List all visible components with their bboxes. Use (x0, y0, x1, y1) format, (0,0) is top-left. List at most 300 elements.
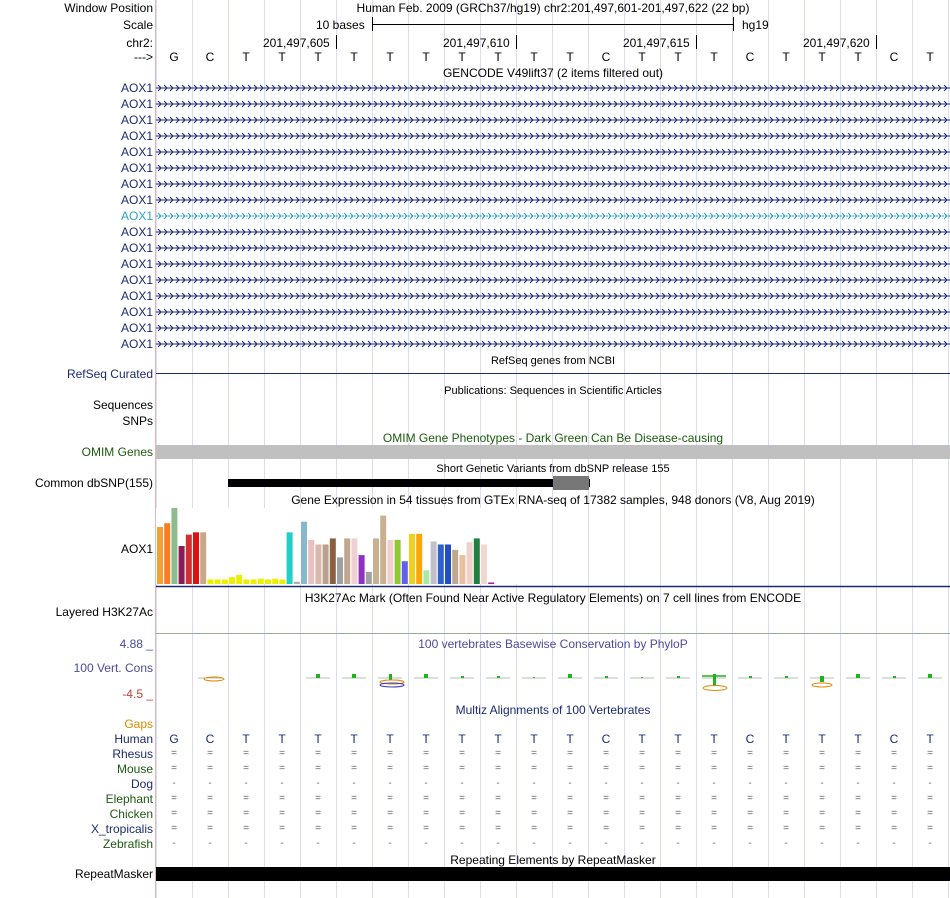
alignment-match: - (244, 838, 248, 849)
alignment-match: = (567, 763, 573, 774)
alignment-match: = (639, 793, 645, 804)
sequence-base: T (530, 50, 538, 64)
species-label[interactable]: Elephant (105, 792, 153, 806)
alignment-match: = (819, 808, 825, 819)
human-base: T (818, 732, 826, 746)
gtex-tissue-bar (359, 555, 365, 584)
conservation-mark (738, 676, 762, 678)
scale-bar-right-tick (733, 17, 734, 31)
sequence-base: T (494, 50, 502, 64)
human-base: T (242, 732, 250, 746)
alignment-match: = (495, 808, 501, 819)
alignment-match: - (280, 778, 284, 789)
alignment-match: = (567, 823, 573, 834)
gtex-tissue-bar (294, 582, 300, 584)
gtex-tissue-bar (207, 579, 213, 584)
omim-label[interactable]: OMIM Genes (81, 445, 153, 459)
species-label[interactable]: X_tropicalis (90, 822, 153, 836)
gtex-tissue-bar (481, 544, 487, 584)
alignment-match: = (891, 823, 897, 834)
sequence-base: C (205, 50, 215, 64)
alignment-match: = (423, 823, 429, 834)
alignment-match: = (711, 808, 717, 819)
scale-assembly: hg19 (742, 18, 769, 32)
gencode-transcript[interactable] (156, 179, 950, 189)
gtex-tissue-bar (445, 544, 451, 584)
conservation-mark (450, 676, 474, 678)
conservation-track-title[interactable]: 100 vertebrates Basewise Conservation by PhyloP (418, 637, 688, 651)
gtex-tissue-bar (251, 579, 257, 584)
alignment-match: = (351, 793, 357, 804)
alignment-match: = (279, 793, 285, 804)
gencode-transcript-label[interactable]: AOX1 (120, 81, 153, 95)
alignment-match: - (316, 838, 320, 849)
gencode-transcript-label[interactable]: AOX1 (120, 289, 153, 303)
gencode-transcript-label[interactable]: AOX1 (120, 177, 153, 191)
alignment-match: = (243, 793, 249, 804)
alignment-match: = (171, 793, 177, 804)
alignment-match: - (208, 778, 212, 789)
ruler-position: 201,497,620 (803, 36, 870, 50)
refseq-label[interactable]: RefSeq Curated (66, 367, 153, 381)
gencode-transcript[interactable] (156, 227, 950, 237)
alignment-match: = (531, 763, 537, 774)
gtex-tissue-bar (315, 544, 321, 584)
alignment-match: = (711, 763, 717, 774)
human-base: C (889, 732, 899, 746)
alignment-match: = (315, 748, 321, 759)
sequence-base: T (242, 50, 250, 64)
alignment-match: = (423, 808, 429, 819)
alignment-match: = (783, 808, 789, 819)
h3k27ac-track-title[interactable]: H3K27Ac Mark (Often Found Near Active Regulatory Elements) on 7 cell lines from ENCODE (304, 591, 802, 605)
sequence-base: T (782, 50, 790, 64)
alignment-match: = (459, 763, 465, 774)
gtex-track-title[interactable]: Gene Expression in 54 tissues from GTEx RNA-seq of 17382 samples, 948 donors (V8, Aug 2019) (291, 493, 815, 507)
alignment-match: = (639, 748, 645, 759)
gencode-transcript-label[interactable]: AOX1 (120, 113, 153, 127)
human-base: G (169, 732, 179, 746)
alignment-match: = (783, 748, 789, 759)
alignment-match: - (784, 778, 788, 789)
alignment-match: = (171, 823, 177, 834)
conservation-mark (702, 674, 727, 691)
sequence-base: T (458, 50, 466, 64)
dbsnp-track-title[interactable]: Short Genetic Variants from dbSNP release 155 (436, 463, 670, 475)
gtex-tissue-bar (243, 579, 249, 584)
human-base: T (494, 732, 502, 746)
gtex-tissue-bar (200, 532, 206, 584)
alignment-match: = (351, 748, 357, 759)
gencode-transcript[interactable] (156, 211, 950, 221)
gtex-tissue-bar (409, 534, 415, 584)
gtex-tissue-bar (431, 541, 437, 584)
ruler-tick (336, 35, 337, 49)
gencode-transcript-label[interactable]: AOX1 (120, 129, 153, 143)
alignment-match: - (496, 778, 500, 789)
alignment-match: = (927, 763, 933, 774)
conservation-mark (378, 674, 404, 687)
alignment-match: = (531, 793, 537, 804)
publications-track-title[interactable]: Publications: Sequences in Scientific Articles (444, 385, 662, 397)
multiz-track-title[interactable]: Multiz Alignments of 100 Vertebrates (455, 703, 651, 717)
gencode-transcript-label[interactable]: AOX1 (120, 337, 153, 351)
alignment-match: = (855, 823, 861, 834)
human-base: T (674, 732, 682, 746)
gencode-transcript[interactable] (156, 115, 950, 125)
conservation-mark (918, 674, 942, 678)
conservation-mark (342, 674, 366, 678)
alignment-match: - (676, 778, 680, 789)
alignment-match: = (423, 793, 429, 804)
alignment-match: = (819, 763, 825, 774)
alignment-match: = (279, 748, 285, 759)
multiz-gaps-label[interactable]: Gaps (124, 717, 153, 731)
alignment-match: - (460, 778, 464, 789)
gencode-transcript[interactable] (156, 243, 950, 253)
alignment-match: = (459, 748, 465, 759)
alignment-match: - (820, 838, 824, 849)
alignment-match: = (819, 748, 825, 759)
alignment-match: = (387, 808, 393, 819)
gencode-transcript[interactable] (156, 291, 950, 301)
alignment-match: = (783, 793, 789, 804)
human-base: T (278, 732, 286, 746)
alignment-match: - (280, 838, 284, 849)
alignment-match: = (819, 823, 825, 834)
gtex-tissue-bar (474, 538, 480, 584)
conservation-max-label: 4.88 _ (119, 637, 153, 651)
alignment-match: - (928, 778, 932, 789)
alignment-match: = (927, 823, 933, 834)
human-base: T (710, 732, 718, 746)
alignment-match: = (855, 793, 861, 804)
alignment-match: = (531, 808, 537, 819)
ruler-tick (876, 35, 877, 49)
alignment-match: = (243, 748, 249, 759)
sequence-base: T (278, 50, 286, 64)
alignment-match: = (531, 748, 537, 759)
species-label[interactable]: Mouse (116, 762, 153, 776)
human-base: T (458, 732, 466, 746)
alignment-match: - (424, 838, 428, 849)
alignment-match: - (532, 778, 536, 789)
gtex-tissue-bar (157, 527, 163, 584)
gencode-transcript-label[interactable]: AOX1 (120, 225, 153, 239)
multiz-human-label[interactable]: Human (114, 732, 153, 746)
gtex-tissue-bar (373, 538, 379, 584)
conservation-label[interactable]: 100 Vert. Cons (73, 661, 153, 675)
gtex-tissue-bar (193, 532, 199, 584)
gencode-transcript[interactable] (156, 307, 950, 317)
gtex-tissue-bar (215, 579, 221, 584)
species-label[interactable]: Rhesus (112, 747, 153, 761)
gtex-tissue-bar (344, 538, 350, 584)
conservation-mark (306, 674, 330, 678)
alignment-match: - (244, 778, 248, 789)
conservation-mark (522, 677, 546, 678)
species-label[interactable]: Chicken (109, 807, 153, 821)
repeatmasker-bar[interactable] (156, 867, 950, 881)
gencode-transcript[interactable] (156, 163, 950, 173)
alignment-match: - (856, 838, 860, 849)
alignment-match: - (352, 778, 356, 789)
gtex-tissue-bar (308, 540, 314, 584)
alignment-match: = (603, 748, 609, 759)
sequence-base: C (601, 50, 611, 64)
publications-label-sequences[interactable]: Sequences (92, 398, 153, 412)
gencode-track-title[interactable]: GENCODE V49lift37 (2 items filtered out) (442, 66, 664, 80)
h3k27ac-baseline (156, 633, 950, 634)
alignment-match: = (495, 793, 501, 804)
alignment-match: = (279, 823, 285, 834)
scale-bases: 10 bases (316, 18, 365, 32)
alignment-match: = (207, 748, 213, 759)
alignment-match: - (388, 778, 392, 789)
alignment-match: - (460, 838, 464, 849)
conservation-mark (594, 676, 618, 678)
alignment-match: - (172, 838, 176, 849)
gtex-tissue-bar (423, 570, 429, 584)
gtex-tissue-bar (287, 532, 293, 584)
human-base: C (205, 732, 215, 746)
alignment-match: = (315, 763, 321, 774)
alignment-match: = (171, 748, 177, 759)
alignment-match: - (892, 778, 896, 789)
alignment-match: = (207, 763, 213, 774)
alignment-match: - (712, 838, 716, 849)
gencode-transcript-label[interactable]: AOX1 (120, 241, 153, 255)
alignment-match: - (568, 838, 572, 849)
alignment-match: = (387, 748, 393, 759)
alignment-match: - (172, 778, 176, 789)
conservation-mark (558, 674, 582, 678)
alignment-match: = (531, 823, 537, 834)
gencode-transcript-label[interactable]: AOX1 (120, 161, 153, 175)
alignment-match: = (927, 793, 933, 804)
gtex-expression-chart[interactable] (156, 508, 950, 588)
alignment-match: = (747, 793, 753, 804)
alignment-match: = (747, 823, 753, 834)
alignment-match: = (603, 808, 609, 819)
gtex-tissue-bar (279, 579, 285, 584)
conservation-mark (486, 676, 510, 678)
gencode-transcript-label[interactable]: AOX1 (120, 257, 153, 271)
alignment-match: = (855, 808, 861, 819)
alignment-match: - (640, 778, 644, 789)
gencode-transcript[interactable] (156, 131, 950, 141)
gencode-transcript-label[interactable]: AOX1 (120, 193, 153, 207)
gtex-tissue-bar (395, 540, 401, 584)
gencode-transcript-label[interactable]: AOX1 (120, 97, 153, 111)
dbsnp-variant-bar[interactable] (228, 479, 590, 487)
gtex-tissue-bar (301, 522, 307, 584)
conservation-mark (666, 676, 690, 678)
alignment-match: = (747, 763, 753, 774)
alignment-match: = (387, 763, 393, 774)
alignment-match: = (387, 793, 393, 804)
alignment-match: = (783, 823, 789, 834)
conservation-mark (774, 676, 798, 678)
gtex-tissue-bar (222, 579, 228, 584)
conservation-mark (810, 676, 834, 687)
gtex-tissue-bar (236, 575, 242, 584)
human-base: T (782, 732, 790, 746)
omim-track-title[interactable]: OMIM Gene Phenotypes - Dark Green Can Be Disease-causing (382, 431, 724, 445)
human-base: T (854, 732, 862, 746)
gencode-transcript[interactable] (156, 99, 950, 109)
sequence-base: T (926, 50, 934, 64)
alignment-match: - (820, 778, 824, 789)
alignment-match: = (639, 808, 645, 819)
omim-bar[interactable] (156, 445, 950, 459)
human-base: C (601, 732, 611, 746)
sequence-base: T (314, 50, 322, 64)
alignment-match: - (604, 838, 608, 849)
species-label[interactable]: Dog (130, 777, 153, 791)
gencode-transcript[interactable] (156, 339, 950, 349)
alignment-match: = (711, 793, 717, 804)
alignment-match: - (748, 838, 752, 849)
alignment-match: = (855, 748, 861, 759)
gtex-tissue-bar (366, 572, 372, 584)
alignment-match: - (748, 778, 752, 789)
gtex-tissue-bar (438, 544, 444, 584)
gtex-tissue-bar (179, 546, 185, 584)
refseq-track-title[interactable]: RefSeq genes from NCBI (490, 355, 616, 367)
gtex-tissue-bar (258, 579, 264, 584)
alignment-match: = (171, 763, 177, 774)
human-base: T (638, 732, 646, 746)
alignment-match: = (819, 793, 825, 804)
alignment-match: = (243, 808, 249, 819)
conservation-chart[interactable] (156, 650, 950, 700)
dbsnp-label[interactable]: Common dbSNP(155) (34, 476, 153, 490)
sequence-base: T (674, 50, 682, 64)
sequence-base: T (818, 50, 826, 64)
species-label[interactable]: Zebrafish (102, 837, 153, 851)
sequence-base: T (350, 50, 358, 64)
gencode-transcript[interactable] (156, 195, 950, 205)
alignment-match: = (747, 808, 753, 819)
alignment-match: = (459, 823, 465, 834)
alignment-match: = (459, 793, 465, 804)
gtex-tissue-bar (452, 550, 458, 584)
ruler-position: 201,497,610 (443, 36, 510, 50)
gtex-tissue-bar (330, 538, 336, 584)
window-position-label: Window Position (64, 1, 153, 15)
alignment-match: = (711, 823, 717, 834)
scale-bar-left-tick (372, 17, 373, 31)
gencode-transcript[interactable] (156, 83, 950, 93)
alignment-match: = (567, 793, 573, 804)
alignment-match: = (603, 823, 609, 834)
h3k27ac-label[interactable]: Layered H3K27Ac (55, 605, 153, 619)
alignment-match: - (496, 838, 500, 849)
alignment-match: = (603, 793, 609, 804)
alignment-match: = (207, 793, 213, 804)
gencode-transcript-label[interactable]: AOX1 (120, 321, 153, 335)
alignment-match: = (783, 763, 789, 774)
alignment-match: = (603, 763, 609, 774)
gencode-transcript-label[interactable]: AOX1 (120, 145, 153, 159)
ruler-tick (696, 35, 697, 49)
alignment-match: - (784, 838, 788, 849)
alignment-match: = (315, 808, 321, 819)
alignment-match: = (855, 763, 861, 774)
human-base: T (386, 732, 394, 746)
gencode-transcript-label[interactable]: AOX1 (120, 209, 153, 223)
dbsnp-variant-snv[interactable] (553, 476, 589, 490)
gtex-label[interactable]: AOX1 (120, 542, 153, 556)
human-base: T (422, 732, 430, 746)
gtex-tissue-bar (164, 523, 170, 584)
alignment-match: = (711, 748, 717, 759)
scale-label: Scale (122, 18, 153, 32)
gencode-transcript[interactable] (156, 275, 950, 285)
gtex-tissue-bar (488, 582, 494, 584)
gencode-transcript[interactable] (156, 323, 950, 333)
gtex-tissue-bar (387, 540, 393, 584)
alignment-match: = (351, 808, 357, 819)
alignment-match: - (388, 838, 392, 849)
alignment-match: = (891, 808, 897, 819)
alignment-match: - (928, 838, 932, 849)
gtex-tissue-bar (416, 534, 422, 584)
refseq-gene-line[interactable] (156, 373, 950, 374)
gencode-transcript[interactable] (156, 147, 950, 157)
alignment-match: = (891, 748, 897, 759)
alignment-match: = (279, 808, 285, 819)
alignment-match: - (316, 778, 320, 789)
sequence-base: C (889, 50, 899, 64)
conservation-mark (882, 676, 906, 678)
alignment-match: = (207, 823, 213, 834)
gencode-transcript-label[interactable]: AOX1 (120, 305, 153, 319)
alignment-match: = (567, 748, 573, 759)
alignment-match: = (891, 763, 897, 774)
gencode-transcript-label[interactable]: AOX1 (120, 273, 153, 287)
alignment-match: = (243, 763, 249, 774)
alignment-match: = (351, 823, 357, 834)
conservation-mark (846, 674, 870, 678)
gencode-transcript[interactable] (156, 259, 950, 269)
alignment-match: = (495, 763, 501, 774)
sequence-base: T (386, 50, 394, 64)
ruler-position: 201,497,615 (623, 36, 690, 50)
gtex-tissue-bar (265, 579, 271, 584)
alignment-match: = (243, 823, 249, 834)
alignment-match: = (639, 763, 645, 774)
alignment-match: - (532, 838, 536, 849)
sequence-base: C (745, 50, 755, 64)
alignment-match: = (675, 793, 681, 804)
gtex-tissue-bar (402, 561, 408, 584)
repeatmasker-track-title[interactable]: Repeating Elements by RepeatMasker (450, 853, 656, 867)
publications-label-snps[interactable]: SNPs (122, 414, 153, 428)
alignment-match: = (495, 823, 501, 834)
scale-bar (372, 24, 734, 25)
repeatmasker-label[interactable]: RepeatMasker (74, 867, 153, 881)
alignment-match: = (675, 808, 681, 819)
human-base: T (926, 732, 934, 746)
sequence-base: T (638, 50, 646, 64)
alignment-match: = (675, 823, 681, 834)
gtex-tissue-bar (272, 579, 278, 584)
sequence-base: G (169, 50, 179, 64)
chrom-label: chr2: (126, 36, 153, 50)
alignment-match: = (639, 823, 645, 834)
